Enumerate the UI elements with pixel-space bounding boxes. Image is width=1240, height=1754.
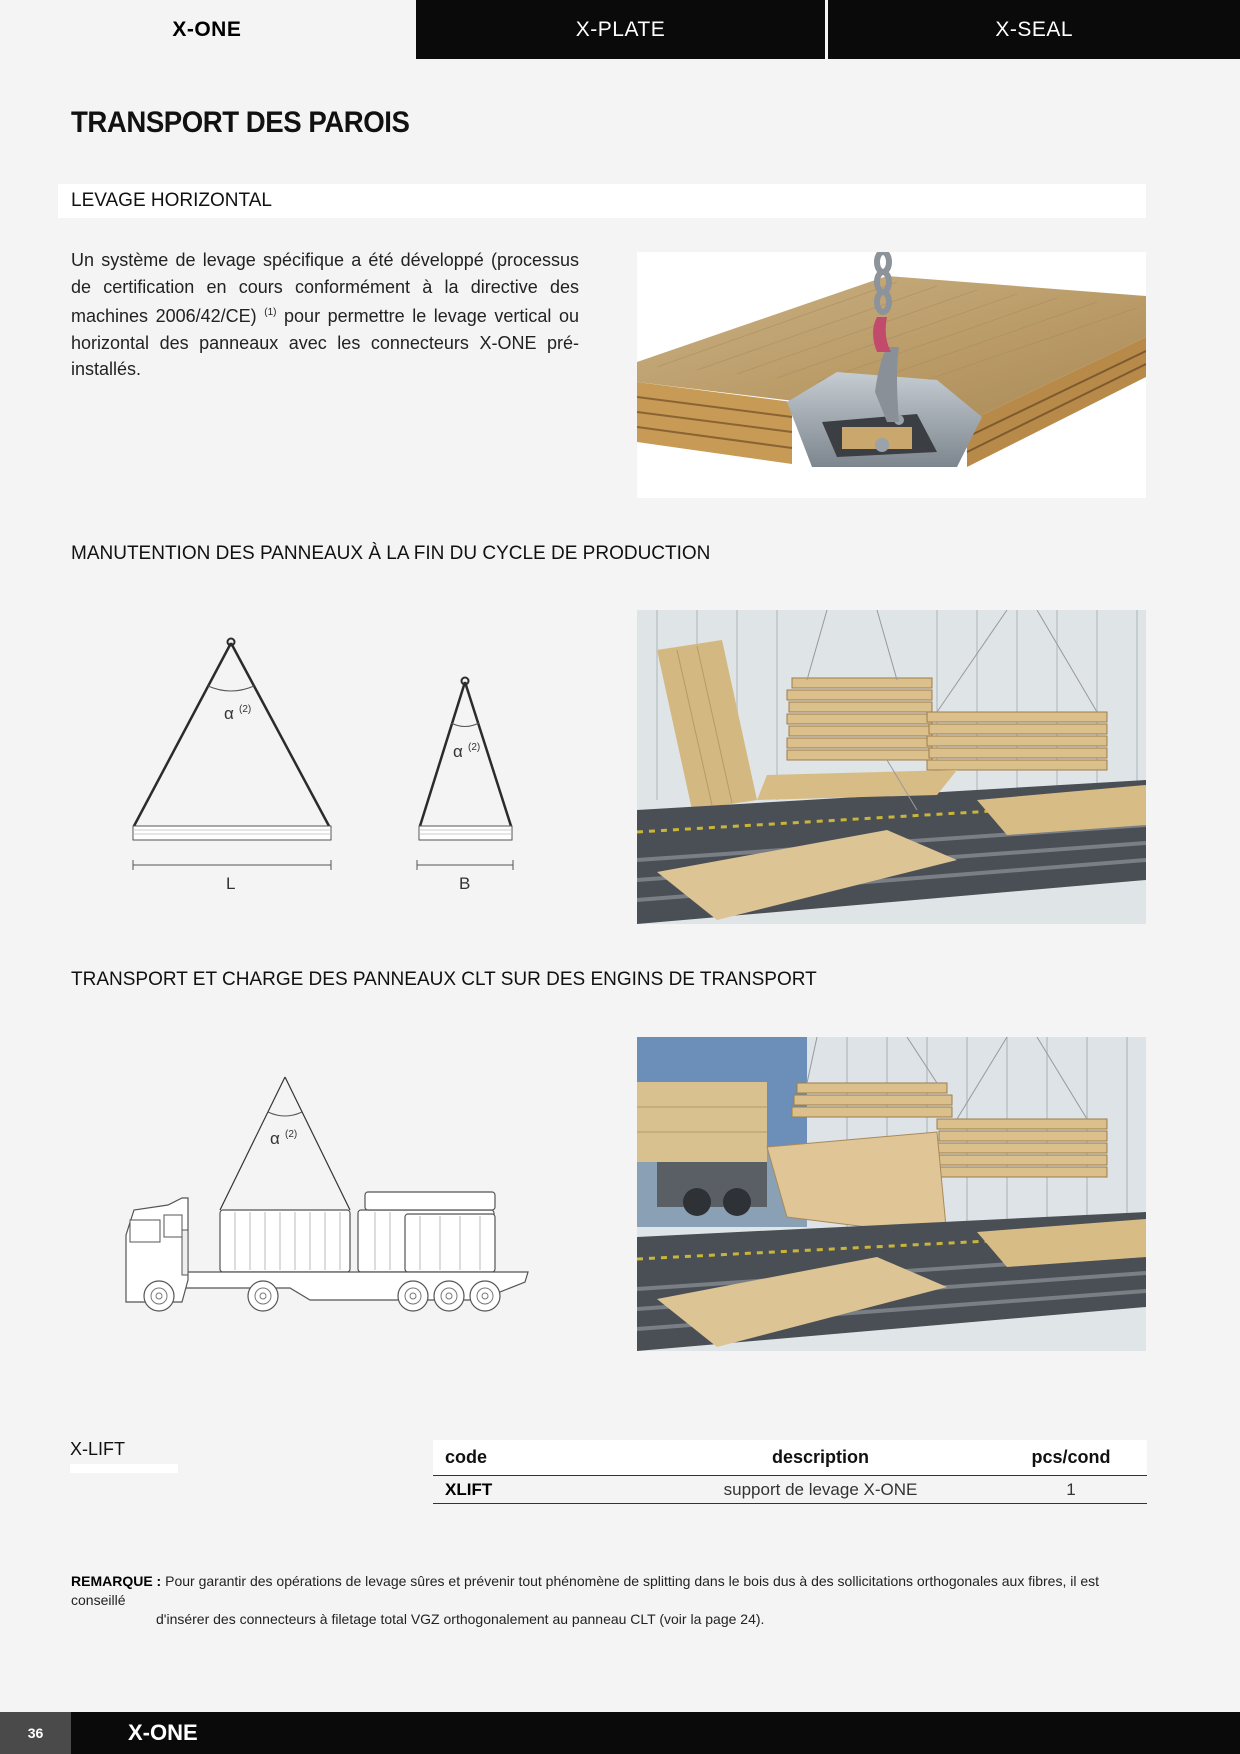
product-label: X-LIFT <box>70 1439 126 1459</box>
intro-paragraph <box>71 247 579 383</box>
table-row <box>433 1476 1147 1504</box>
handling-diagram <box>120 630 540 900</box>
angle-label-small: α <box>453 742 463 761</box>
section-bar-horizontal <box>58 184 1146 218</box>
production-handling-photo <box>637 610 1146 924</box>
section-heading-horizontal: LEVAGE HORIZONTAL <box>71 190 272 211</box>
section-heading-handling: MANUTENTION DES PANNEAUX À LA FIN DU CYCLE DE PRODUCTION <box>71 543 711 564</box>
horizontal-lifting-illustration <box>637 252 1146 498</box>
header-code: code <box>433 1440 646 1476</box>
angle-note-transport: (2) <box>285 1129 298 1140</box>
product-tabs <box>0 0 1240 59</box>
remark-note <box>71 1572 1151 1629</box>
angle-label-transport: α <box>270 1129 280 1148</box>
width-label: B <box>459 874 471 893</box>
transport-loading-photo <box>637 1037 1146 1351</box>
header-pcs: pcs/cond <box>995 1440 1147 1476</box>
product-table <box>433 1440 1147 1504</box>
section-heading-transport: TRANSPORT ET CHARGE DES PANNEAUX CLT SUR DES ENGINS DE TRANSPORT <box>71 969 817 990</box>
transport-diagram <box>120 1070 540 1315</box>
length-label: L <box>226 874 236 893</box>
page-title: TRANSPORT DES PAROIS <box>71 106 410 139</box>
tab-x-seal[interactable]: X-SEAL <box>825 0 1240 59</box>
angle-label-large: α <box>224 704 234 723</box>
footnote-marker: (1) <box>264 307 277 318</box>
cell-pcs: 1 <box>995 1476 1147 1504</box>
header-description: description <box>646 1440 995 1476</box>
page-number: 36 <box>0 1712 71 1754</box>
intro-text-after: pour permettre le levage vertical ou horizontal des panneaux avec les connecteurs X-ONE pré-installés. <box>71 306 579 379</box>
footer-title: X-ONE <box>128 1720 198 1745</box>
cell-code: XLIFT <box>433 1476 646 1504</box>
page-footer <box>0 1712 1240 1754</box>
tab-x-one[interactable]: X-ONE <box>0 0 414 59</box>
remark-line-2: d'insérer des connecteurs à filetage total VGZ orthogonalement au panneau CLT (voir la page 24). <box>156 1611 765 1627</box>
angle-note-small: (2) <box>468 742 481 753</box>
intro-text-before: Un système de levage spécifique a été développé (processus de certification en cours conformément à la directive des machines 2006/42/CE) <box>71 250 579 326</box>
horizontal-lifting-photo <box>637 252 1146 498</box>
cell-description: support de levage X-ONE <box>646 1476 995 1504</box>
remark-label: REMARQUE : <box>71 1573 162 1589</box>
angle-note-large: (2) <box>239 704 252 715</box>
tab-x-plate[interactable]: X-PLATE <box>414 0 826 59</box>
table-header-row <box>433 1440 1147 1476</box>
product-label-underline <box>70 1464 178 1473</box>
remark-line-1: Pour garantir des opérations de levage sûres et prévenir tout phénomène de splitting dans le bois dus à des sollicitations orthogonales aux fibres, il est conseillé <box>71 1573 1100 1608</box>
